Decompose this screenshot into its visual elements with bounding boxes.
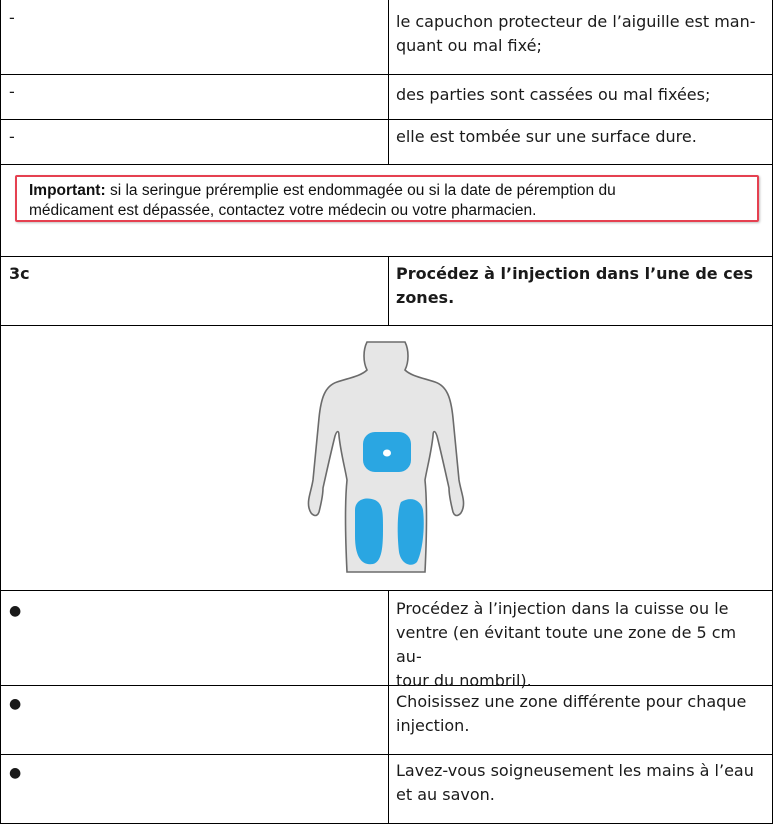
dash-marker: - <box>9 127 15 146</box>
body-injection-zones-icon <box>301 340 481 574</box>
table-row <box>0 591 773 690</box>
important-line2: médicament est dépassée, contactez votre médecin ou votre pharmacien. <box>29 202 537 219</box>
bullet-text-line: injection. <box>396 716 470 735</box>
important-label: Important: <box>29 182 106 199</box>
important-warning-text <box>29 181 749 221</box>
bullet-text-line: et au savon. <box>396 785 495 804</box>
bullet-marker: ● <box>9 696 22 712</box>
bullet-text-line: Choisissez une zone différente pour chaque <box>396 692 747 711</box>
table-cell-right <box>389 120 772 164</box>
left-thigh-injection-zone <box>355 498 383 564</box>
step-row <box>0 257 773 326</box>
bullet-text <box>396 759 762 807</box>
step-title <box>396 262 762 310</box>
important-row <box>0 165 773 257</box>
bullet-text-line: Lavez-vous soigneusement les mains à l’eau <box>396 761 754 780</box>
navel-marker <box>383 450 391 457</box>
condition-text: le capuchon protecteur de l’aiguille est man- quant ou mal fixé; <box>396 12 756 55</box>
dash-marker: - <box>9 8 15 27</box>
dash-marker: - <box>9 82 15 101</box>
table-cell-left <box>1 686 389 754</box>
table-row <box>0 686 773 755</box>
table-cell-left <box>1 0 389 74</box>
table-cell-left <box>1 755 389 823</box>
table-cell-right <box>389 755 772 823</box>
bullet-marker: ● <box>9 603 22 619</box>
step-number: 3c <box>9 264 30 283</box>
condition-text: elle est tombée sur une surface dure. <box>396 127 697 146</box>
table-cell-right <box>389 257 772 325</box>
table-row <box>0 755 773 824</box>
step-title-line2: zones. <box>396 288 455 307</box>
table-cell-left <box>1 257 389 325</box>
table-row <box>0 120 773 165</box>
important-line1: si la seringue préremplie est endommagée ou si la date de péremption du <box>105 182 616 199</box>
bullet-text-line: Procédez à l’injection dans la cuisse ou le <box>396 599 729 618</box>
bullet-text-line: ventre (en évitant toute une zone de 5 cm au- <box>396 623 737 666</box>
table-cell-right <box>389 0 772 74</box>
bullet-text <box>396 597 762 693</box>
condition-text: des parties sont cassées ou mal fixées; <box>396 85 711 104</box>
table-cell-right <box>389 591 772 690</box>
table-row <box>0 0 773 75</box>
table-row <box>0 75 773 120</box>
table-cell-left <box>1 591 389 685</box>
bullet-text-line: tour du nombril). <box>396 671 532 690</box>
figure-row <box>0 326 773 591</box>
bullet-text <box>396 690 762 738</box>
table-cell-left <box>1 75 389 119</box>
step-title-line1: Procédez à l’injection dans l’une de ces <box>396 264 754 283</box>
bullet-marker: ● <box>9 765 22 781</box>
table-cell-right <box>389 75 772 119</box>
table-cell-left <box>1 120 389 164</box>
important-warning-box <box>15 175 759 222</box>
table-cell-right <box>389 686 772 754</box>
